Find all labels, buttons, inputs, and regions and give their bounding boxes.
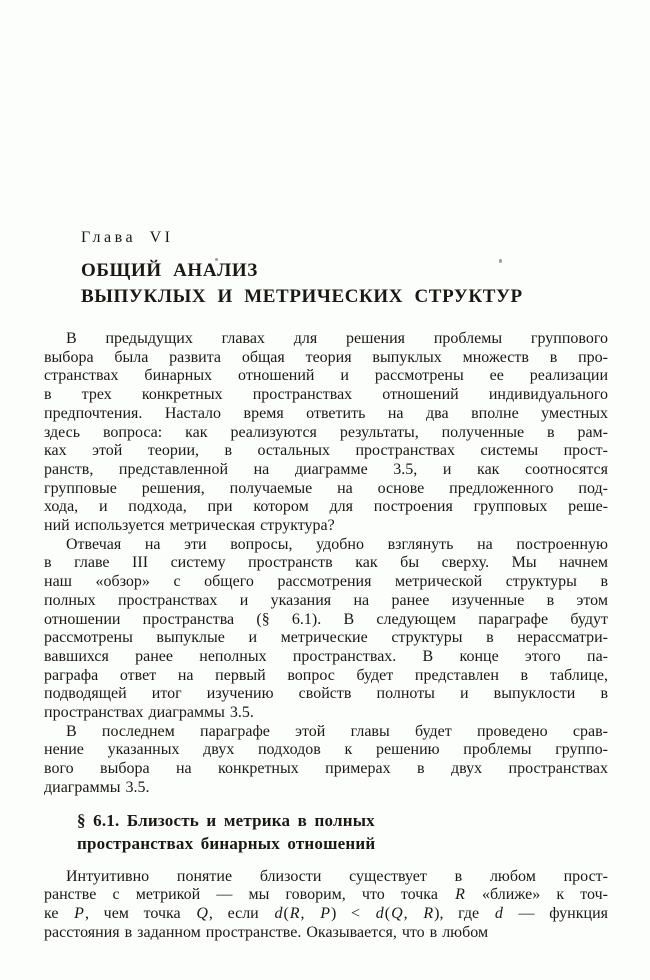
text-line: предпочтения. Настало время ответить на два вполне уместных — [44, 404, 608, 422]
text-line: выбора была развита общая теория выпуклых множеств в про- — [44, 348, 608, 366]
page-content — [44, 228, 608, 942]
text-line: странствах бинарных отношений и рассмотрены ее реализации — [44, 367, 608, 385]
text-line: рассмотрены выпуклые и метрические структуры в нерассматри- — [44, 629, 608, 647]
paragraph — [44, 536, 608, 723]
intro-paragraphs — [44, 330, 608, 798]
text-line: ранств, представленной на диаграмме 3.5, и как соотносятся — [44, 460, 608, 478]
text-line: В последнем параграфе этой главы будет проведено срав- — [66, 722, 608, 740]
chapter-title-line: ОБЩИЙ АНАЛИЗ — [81, 260, 258, 281]
text-line: ранстве с метрикой — мы говорим, что точка R «ближе» к точ- — [44, 886, 609, 904]
text-line: Отвечая на эти вопросы, удобно взглянуть на построенную — [66, 535, 608, 553]
text-line: вавшихся ранее неполных пространствах. В конце этого па- — [44, 647, 608, 665]
chapter-label: Глава VI — [81, 229, 174, 246]
text-line: раграфа ответ на первый вопрос будет представлен в таблице, — [44, 666, 608, 684]
paragraph — [44, 868, 608, 943]
chapter-title-line: ВЫПУКЛЫХ И МЕТРИЧЕСКИХ СТРУКТУР — [81, 286, 523, 307]
text-line: в главе III систему пространств как бы сверху. Мы начнем — [44, 554, 608, 572]
text-line: здесь вопроса: как реализуются результаты, полученные в рам- — [44, 423, 608, 441]
text-line: подводящей итог изучению свойств полноты и выпуклости в — [44, 685, 608, 703]
text-line: ний используется метрическая структура? — [44, 517, 335, 535]
text-line: полных пространствах и указания на ранее изученные в этом — [44, 591, 608, 609]
text-line: пространствах диаграммы 3.5. — [44, 704, 254, 722]
paragraph — [44, 330, 608, 536]
section-heading-line: § 6.1. Близость и метрика в полных — [77, 810, 375, 830]
chapter-title — [81, 258, 608, 310]
text-line: расстояния в заданном пространстве. Оказывается, что в любом — [44, 923, 489, 941]
section-heading-line: пространствах бинарных отношений — [77, 833, 376, 853]
text-line: отношении пространства (§ 6.1). В следующем параграфе будут — [44, 610, 608, 628]
text-line: вого выбора на конкретных примерах в двух пространствах — [44, 760, 608, 778]
text-line: диаграммы 3.5. — [44, 778, 150, 796]
text-line: Интуитивно понятие близости существует в любом прост- — [66, 867, 608, 885]
section-heading — [77, 809, 608, 855]
text-line: хода, и подхода, при котором для построения групповых реше- — [44, 498, 608, 516]
text-line: нение указанных двух подходов к решению проблемы группо- — [44, 741, 608, 759]
text-line: ке P, чем точка Q, если d(R, P) < d(Q, R), где d — функция — [44, 904, 608, 922]
text-line: наш «обзор» с общего рассмотрения метрической структуры в — [44, 573, 608, 591]
text-line: групповые решения, получаемые на основе предложенного под- — [44, 479, 608, 497]
paragraph — [44, 723, 608, 798]
text-line: ках этой теории, в остальных пространствах системы прост- — [44, 442, 608, 460]
section-paragraphs — [44, 868, 608, 943]
text-line: В предыдущих главах для решения проблемы группового — [66, 330, 608, 347]
text-line: в трех конкретных пространствах отношений индивидуального — [44, 386, 608, 404]
